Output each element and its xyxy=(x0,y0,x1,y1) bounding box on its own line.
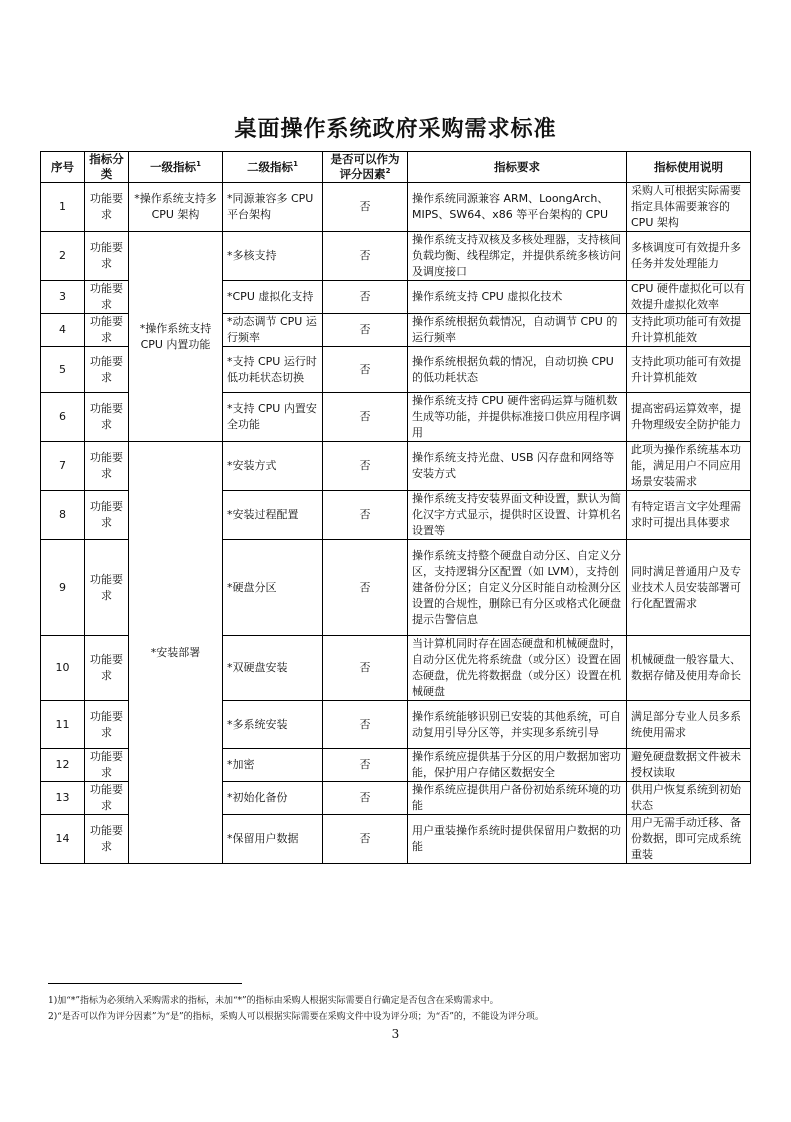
scoring-cell: 否 xyxy=(323,815,408,864)
scoring-cell: 否 xyxy=(323,281,408,314)
requirement-cell: 操作系统支持双核及多核处理器，支持核间负载均衡、线程绑定，并提供系统多核访问及调度接口 xyxy=(408,232,627,281)
seq-cell: 2 xyxy=(41,232,85,281)
category-cell: 功能要求 xyxy=(85,491,129,540)
category-cell: 功能要求 xyxy=(85,636,129,701)
level2-cell: *硬盘分区 xyxy=(223,540,323,636)
page-title: 桌面操作系统政府采购需求标准 xyxy=(234,117,557,142)
seq-cell: 5 xyxy=(41,347,85,393)
header-usage: 指标使用说明 xyxy=(627,152,751,183)
usage-cell: 支持此项功能可有效提升计算机能效 xyxy=(627,314,751,347)
seq-cell: 8 xyxy=(41,491,85,540)
scoring-cell: 否 xyxy=(323,183,408,232)
seq-cell: 4 xyxy=(41,314,85,347)
level2-cell: *双硬盘安装 xyxy=(223,636,323,701)
category-cell: 功能要求 xyxy=(85,347,129,393)
requirement-cell: 操作系统同源兼容 ARM、LoongArch、MIPS、SW64、x86 等平台架构的 CPU xyxy=(408,183,627,232)
category-cell: 功能要求 xyxy=(85,442,129,491)
header-level2: 二级指标$^1$ xyxy=(223,152,323,183)
scoring-cell: 否 xyxy=(323,232,408,281)
category-cell: 功能要求 xyxy=(85,183,129,232)
requirement-cell: 操作系统支持 CPU 虚拟化技术 xyxy=(408,281,627,314)
requirement-cell: 操作系统应提供基于分区的用户数据加密功能，保护用户存储区数据安全 xyxy=(408,749,627,782)
usage-cell: 满足部分专业人员多系统使用需求 xyxy=(627,701,751,749)
requirement-cell: 操作系统支持 CPU 硬件密码运算与随机数生成等功能，并提供标准接口供应用程序调用 xyxy=(408,393,627,442)
level1-cell: *操作系统支持 CPU 内置功能 xyxy=(129,232,223,442)
scoring-cell: 否 xyxy=(323,749,408,782)
scoring-cell: 否 xyxy=(323,701,408,749)
table-row xyxy=(41,442,751,491)
level2-cell: *多系统安装 xyxy=(223,701,323,749)
requirement-cell: 当计算机同时存在固态硬盘和机械硬盘时，自动分区优先将系统盘（或分区）设置在固态硬盘，优先将数据盘（或分区）设置在机械硬盘 xyxy=(408,636,627,701)
scoring-cell: 否 xyxy=(323,782,408,815)
scoring-cell: 否 xyxy=(323,636,408,701)
category-cell: 功能要求 xyxy=(85,281,129,314)
usage-cell: 机械硬盘一般容量大、数据存储及使用寿命长 xyxy=(627,636,751,701)
level2-cell: *保留用户数据 xyxy=(223,815,323,864)
scoring-cell: 否 xyxy=(323,442,408,491)
category-cell: 功能要求 xyxy=(85,540,129,636)
usage-cell: 此项为操作系统基本功能，满足用户不同应用场景安装需求 xyxy=(627,442,751,491)
seq-cell: 11 xyxy=(41,701,85,749)
level2-cell: *动态调节 CPU 运行频率 xyxy=(223,314,323,347)
category-cell: 功能要求 xyxy=(85,232,129,281)
usage-cell: 支持此项功能可有效提升计算机能效 xyxy=(627,347,751,393)
requirement-cell: 操作系统应提供用户备份初始系统环境的功能 xyxy=(408,782,627,815)
footnote-2: 2)“是否可以作为评分因素”为“是”的指标，采购人可以根据实际需要在采购文件中设为评分项；为“否”的，不能设为评分项。 xyxy=(48,1012,544,1022)
header-requirement: 指标要求 xyxy=(408,152,627,183)
usage-cell: 同时满足普通用户及专业技术人员安装部署可行化配置需求 xyxy=(627,540,751,636)
scoring-cell: 否 xyxy=(323,347,408,393)
requirement-cell: 操作系统支持光盘、USB 闪存盘和网络等安装方式 xyxy=(408,442,627,491)
table-row xyxy=(41,183,751,232)
usage-cell: 采购人可根据实际需要指定具体需要兼容的 CPU 架构 xyxy=(627,183,751,232)
level2-cell: *CPU 虚拟化支持 xyxy=(223,281,323,314)
level2-cell: *多核支持 xyxy=(223,232,323,281)
requirement-cell: 操作系统根据负载的情况，自动切换 CPU 的低功耗状态 xyxy=(408,347,627,393)
scoring-cell: 否 xyxy=(323,393,408,442)
requirement-cell: 操作系统能够识别已安装的其他系统，可自动复用引导分区等，并实现多系统引导 xyxy=(408,701,627,749)
requirement-cell: 用户重装操作系统时提供保留用户数据的功能 xyxy=(408,815,627,864)
seq-cell: 10 xyxy=(41,636,85,701)
category-cell: 功能要求 xyxy=(85,314,129,347)
requirement-cell: 操作系统支持整个硬盘自动分区、自定义分区，支持逻辑分区配置（如 LVM），支持创建备份分区；自定义分区时能自动检测分区设置的合规性，删除已有分区或格式化硬盘提示告警信息 xyxy=(408,540,627,636)
category-cell: 功能要求 xyxy=(85,782,129,815)
scoring-cell: 否 xyxy=(323,540,408,636)
requirements-table xyxy=(40,151,751,864)
category-cell: 功能要求 xyxy=(85,701,129,749)
level2-cell: *安装方式 xyxy=(223,442,323,491)
usage-cell: 多核调度可有效提升多任务并发处理能力 xyxy=(627,232,751,281)
requirement-cell: 操作系统支持安装界面文种设置，默认为简化汉字方式显示，提供时区设置、计算机名设置等 xyxy=(408,491,627,540)
header-category: 指标分类 xyxy=(85,152,129,183)
level2-cell: *安装过程配置 xyxy=(223,491,323,540)
header-seq: 序号 xyxy=(41,152,85,183)
scoring-cell: 否 xyxy=(323,491,408,540)
usage-cell: 提高密码运算效率，提升物理级安全防护能力 xyxy=(627,393,751,442)
level2-cell: *支持 CPU 运行时低功耗状态切换 xyxy=(223,347,323,393)
level2-cell: *初始化备份 xyxy=(223,782,323,815)
level1-cell: *安装部署 xyxy=(129,442,223,864)
level2-cell: *同源兼容多 CPU 平台架构 xyxy=(223,183,323,232)
footnote-divider xyxy=(48,983,242,984)
seq-cell: 3 xyxy=(41,281,85,314)
usage-cell: 供用户恢复系统到初始状态 xyxy=(627,782,751,815)
header-scoring: 是否可以作为评分因素$^2$ xyxy=(323,152,408,183)
requirement-cell: 操作系统根据负载情况，自动调节 CPU 的运行频率 xyxy=(408,314,627,347)
category-cell: 功能要求 xyxy=(85,393,129,442)
footnote-1: 1)加“*”指标为必须纳入采购需求的指标，未加“*”的指标由采购人根据实际需要自行确定是否包含在采购需求中。 xyxy=(48,996,499,1006)
seq-cell: 7 xyxy=(41,442,85,491)
table-row xyxy=(41,232,751,281)
category-cell: 功能要求 xyxy=(85,815,129,864)
seq-cell: 14 xyxy=(41,815,85,864)
usage-cell: 用户无需手动迁移、备份数据，即可完成系统重装 xyxy=(627,815,751,864)
category-cell: 功能要求 xyxy=(85,749,129,782)
seq-cell: 6 xyxy=(41,393,85,442)
usage-cell: 避免硬盘数据文件被未授权读取 xyxy=(627,749,751,782)
level1-cell: *操作系统支持多 CPU 架构 xyxy=(129,183,223,232)
usage-cell: 有特定语言文字处理需求时可提出具体要求 xyxy=(627,491,751,540)
header-level1: 一级指标$^1$ xyxy=(129,152,223,183)
level2-cell: *加密 xyxy=(223,749,323,782)
seq-cell: 12 xyxy=(41,749,85,782)
seq-cell: 9 xyxy=(41,540,85,636)
usage-cell: CPU 硬件虚拟化可以有效提升虚拟化效率 xyxy=(627,281,751,314)
seq-cell: 1 xyxy=(41,183,85,232)
page-number: 3 xyxy=(391,1027,400,1041)
level2-cell: *支持 CPU 内置安全功能 xyxy=(223,393,323,442)
table-header-row xyxy=(41,152,751,183)
scoring-cell: 否 xyxy=(323,314,408,347)
seq-cell: 13 xyxy=(41,782,85,815)
